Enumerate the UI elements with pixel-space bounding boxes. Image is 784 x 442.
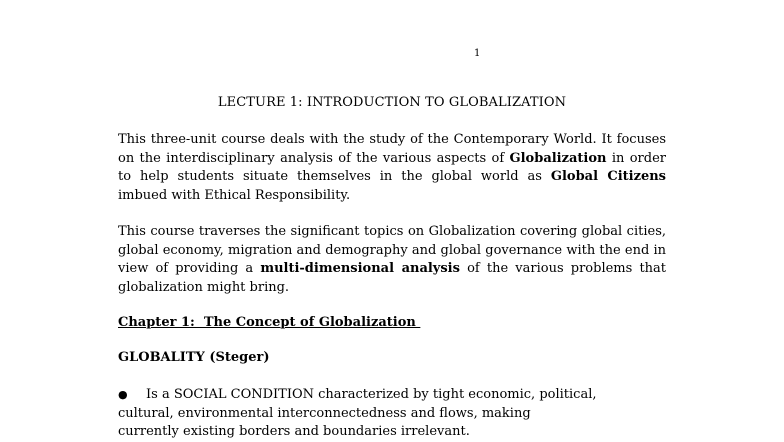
intro-bold-global-citizens: Global Citizens	[550, 169, 667, 184]
bullet-icon: ●	[118, 388, 128, 401]
intro-bold-globalization: Globalization	[509, 150, 607, 166]
bullet-line-2: cultural, environmental interconnectedness and flows, making	[118, 405, 531, 421]
chapter-heading: Chapter 1: The Concept of Globalization	[118, 315, 421, 330]
intro-paragraph	[118, 131, 666, 205]
lecture-title: LECTURE 1: INTRODUCTION TO GLOBALIZATION	[217, 95, 567, 110]
intro-text-1: This three-unit course deals with the study of the Contemporary World. It focuses on the interdisciplinary analysis of the various aspects of	[118, 132, 666, 166]
bullet-text-1: Is a SOCIAL CONDITION characterized by tight economic, political,	[146, 387, 597, 402]
scope-paragraph	[118, 223, 666, 297]
bullet-line-3: currently existing borders and boundaries irrelevant.	[118, 424, 470, 439]
bullet-item	[118, 386, 678, 442]
scope-bold-analysis: multi-dimensional analysis	[260, 261, 460, 276]
bullet-line-1	[118, 386, 678, 405]
intro-text-3: imbued with Ethical Responsibility.	[118, 187, 351, 203]
scope-text-1: This course traverses the significant topics on Globalization covering global cities, global economy, migration and demography and global governance with the end in view of providing a	[118, 224, 666, 276]
page-number: 1	[474, 48, 481, 59]
scope-text-2: of the various problems that globalization might bring.	[118, 261, 667, 295]
intro-text-2: in order to help students situate themselves in the global world as	[118, 150, 666, 184]
section-heading: GLOBALITY (Steger)	[118, 350, 270, 365]
